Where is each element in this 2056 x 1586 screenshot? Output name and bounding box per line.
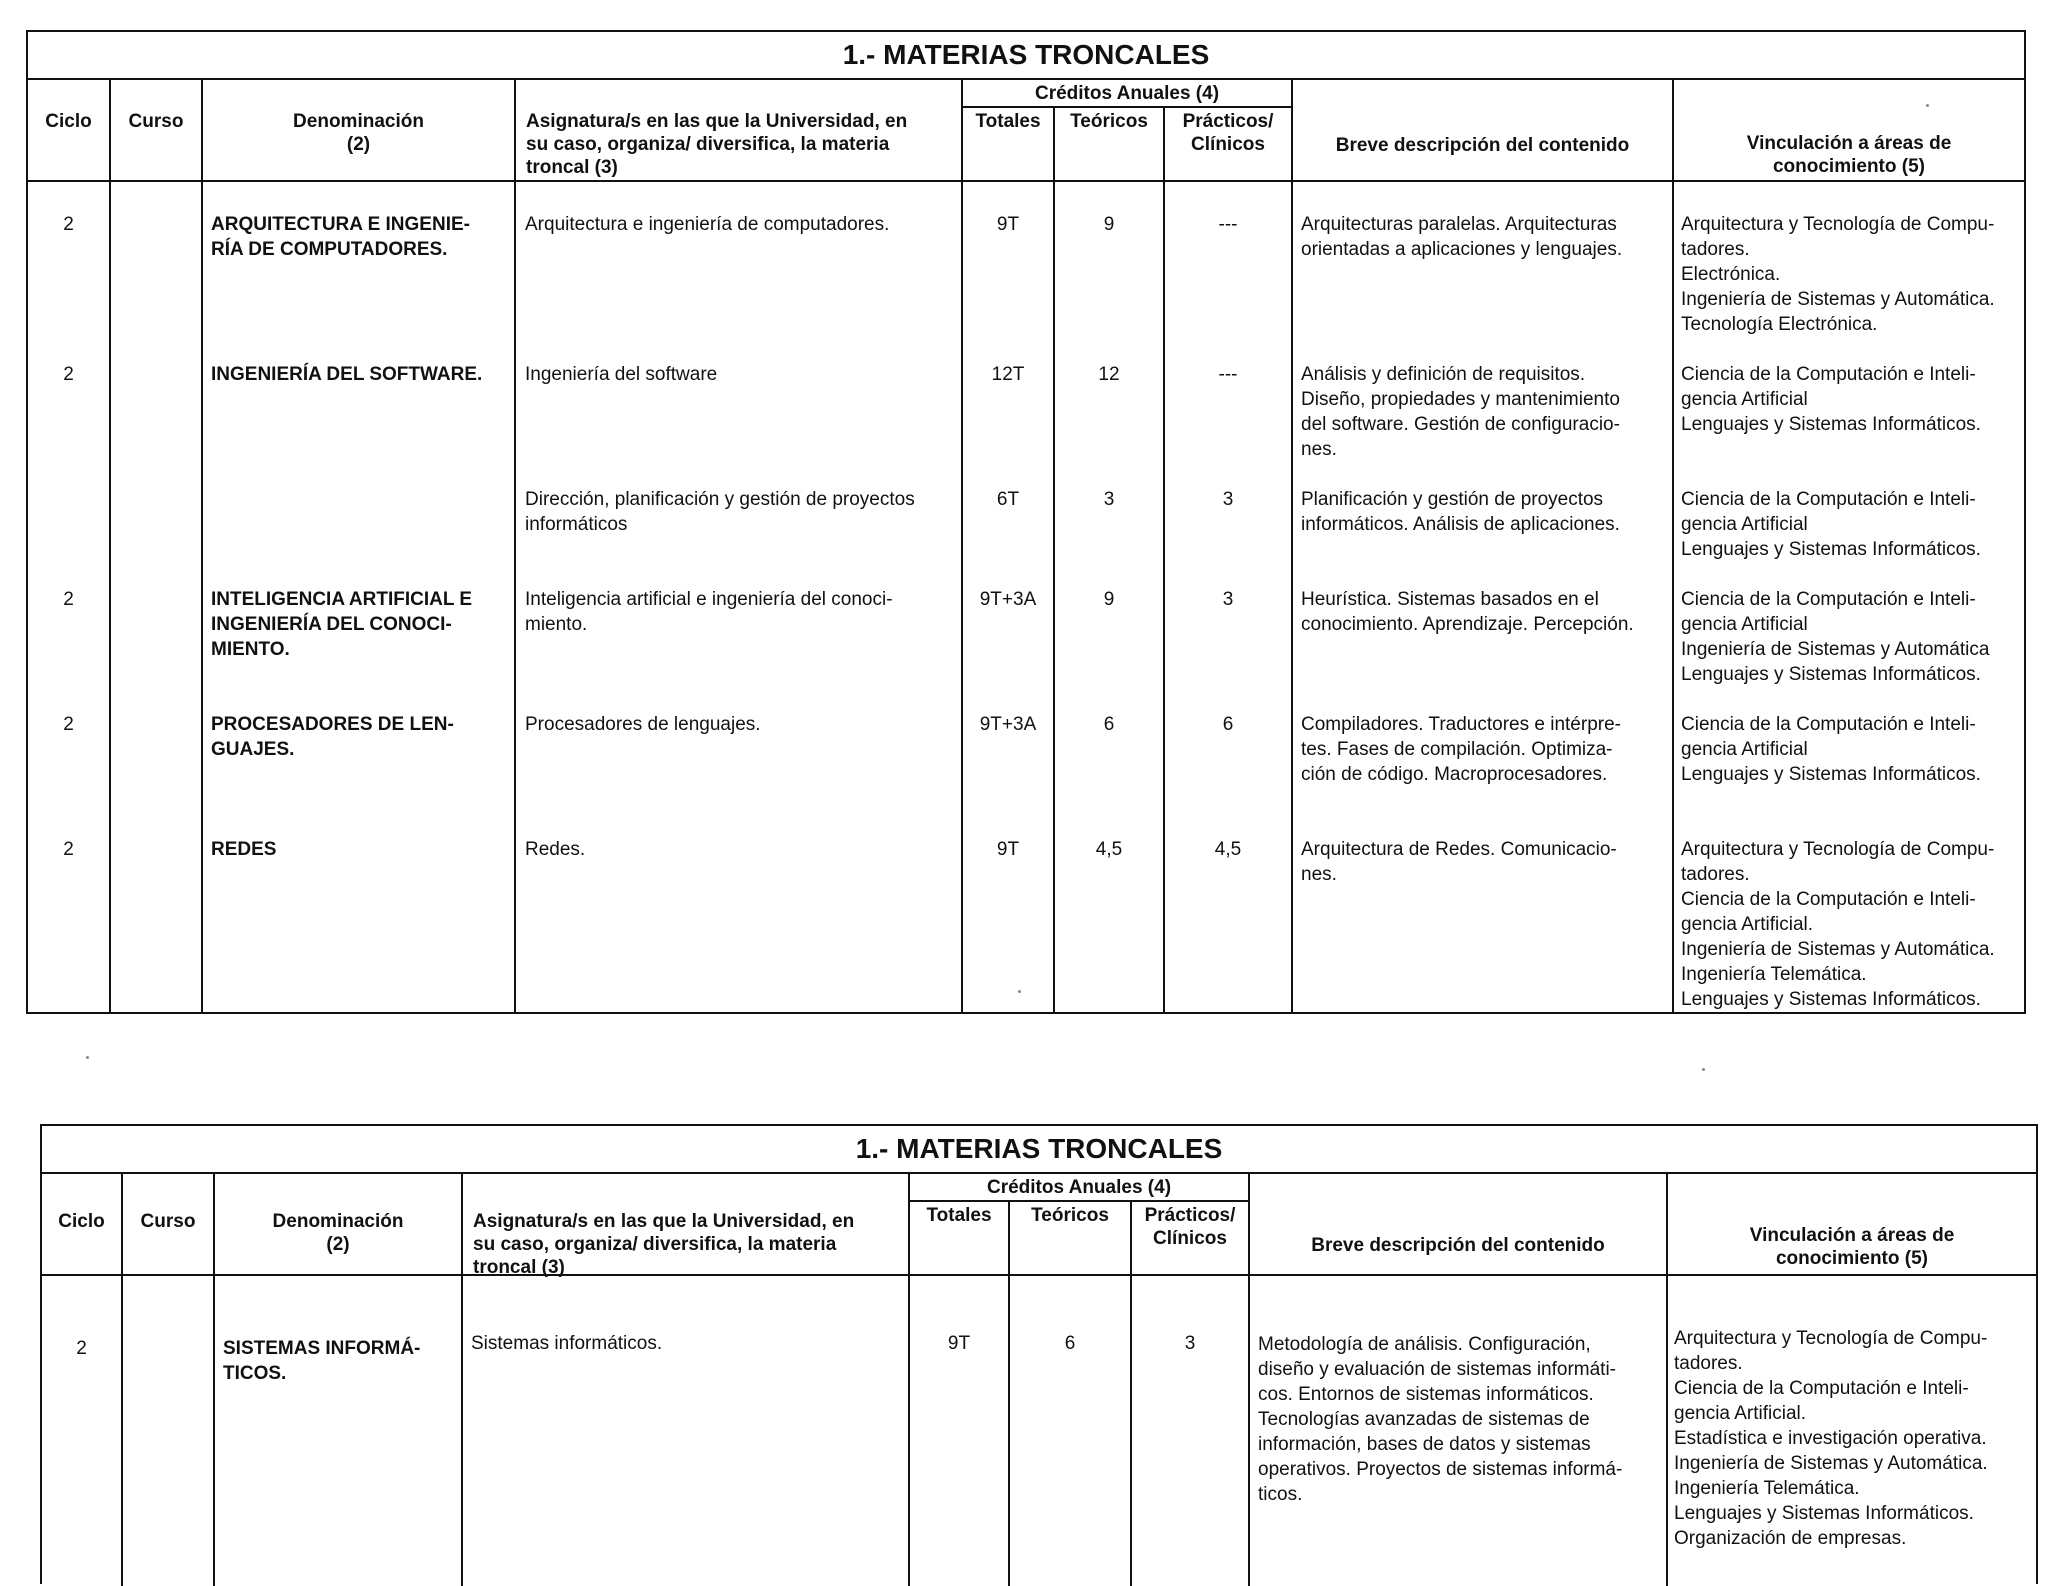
header-totales: Totales [975, 111, 1041, 132]
cell-ciclo: 2 [63, 589, 74, 610]
cell-descripcion: Planificación y gestión de proyectos informáticos. Análisis de aplicaciones. [1301, 489, 1620, 535]
cell-vinculacion: Arquitectura y Tecnología de Compu- tadores. Electrónica. Ingeniería de Sistemas y Automática. Tecnología Electrónica. [1681, 214, 1995, 335]
column-divider [1130, 1200, 1132, 1586]
scan-speck [1018, 990, 1021, 993]
table-title: 1.- MATERIAS TRONCALES [42, 1126, 2036, 1174]
cell-descripcion: Arquitecturas paralelas. Arquitecturas orientadas a aplicaciones y lenguajes. [1301, 214, 1623, 260]
header-descripcion: Breve descripción del contenido [1311, 1235, 1605, 1256]
header-teoricos: Teóricos [1070, 111, 1148, 132]
cell-totales: 6T [996, 489, 1020, 510]
header-ciclo: Ciclo [45, 111, 92, 132]
header-creditos-anuales: Créditos Anuales (4) [986, 1177, 1172, 1198]
cell-teoricos: 12 [1098, 364, 1120, 385]
cell-denominacion: REDES [211, 839, 277, 860]
column-divider [514, 78, 516, 1014]
cell-practicos: 4,5 [1214, 839, 1242, 860]
cell-descripcion: Metodología de análisis. Configuración, diseño y evaluación de sistemas informáti- cos. Entornos de sistemas informáticos. Tecnologías avanzadas de sistemas de información, bases de datos y sistemas operativos. Proyectos de sistemas informá- ticos. [1258, 1334, 1623, 1505]
header-asignaturas: Asignatura/s en las que la Universidad, en su caso, organiza/ diversifica, la materia troncal (3) [473, 1211, 855, 1278]
header-teoricos: Teóricos [1031, 1205, 1109, 1226]
cell-vinculacion: Ciencia de la Computación e Inteli- gencia Artificial Lenguajes y Sistemas Informáticos. [1681, 364, 1981, 435]
cell-vinculacion: Ciencia de la Computación e Inteli- gencia Artificial Lenguajes y Sistemas Informáticos. [1681, 714, 1981, 785]
header-practicos: Prácticos/ Clínicos [1144, 1205, 1236, 1249]
column-divider [1291, 78, 1293, 1014]
column-divider [908, 1172, 910, 1586]
cell-ciclo: 2 [63, 714, 74, 735]
cell-teoricos: 4,5 [1095, 839, 1123, 860]
cell-practicos: --- [1218, 214, 1238, 235]
cell-vinculacion: Arquitectura y Tecnología de Compu- tadores. Ciencia de la Computación e Inteli- gencia Artificial. Estadística e investigación operativa. Ingeniería de Sistemas y Automática. Ingeniería Telemática. Lenguajes y Sistemas Informáticos. Organización de empresas. [1674, 1328, 1988, 1549]
cell-teoricos: 9 [1103, 589, 1115, 610]
column-divider [1053, 106, 1055, 1014]
materias-troncales-table-1 [26, 30, 2026, 1014]
cell-teoricos: 6 [1064, 1333, 1076, 1354]
cell-vinculacion: Arquitectura y Tecnología de Compu- tadores. Ciencia de la Computación e Inteli- gencia Artificial. Ingeniería de Sistemas y Automática. Ingeniería Telemática. Lenguajes y Sistemas Informáticos. [1681, 839, 1995, 1010]
cell-asignatura: Dirección, planificación y gestión de proyectos informáticos [525, 489, 915, 535]
cell-practicos: 3 [1184, 1333, 1196, 1354]
scan-speck [86, 1056, 89, 1059]
cell-teoricos: 6 [1103, 714, 1115, 735]
scan-speck [1926, 104, 1929, 107]
cell-ciclo: 2 [63, 839, 74, 860]
cell-descripcion: Arquitectura de Redes. Comunicacio- nes. [1301, 839, 1617, 885]
cell-totales: 9T [947, 1333, 971, 1354]
cell-ciclo: 2 [63, 214, 74, 235]
cell-denominacion: INTELIGENCIA ARTIFICIAL E INGENIERÍA DEL CONOCI- MIENTO. [211, 589, 473, 660]
cell-teoricos: 3 [1103, 489, 1115, 510]
cell-totales: 9T+3A [979, 714, 1037, 735]
cell-vinculacion: Ciencia de la Computación e Inteli- gencia Artificial Lenguajes y Sistemas Informáticos. [1681, 489, 1981, 560]
header-denominacion: Denominación (2) [272, 1211, 404, 1255]
cell-descripcion: Heurística. Sistemas basados en el conocimiento. Aprendizaje. Percepción. [1301, 589, 1634, 635]
cell-totales: 9T+3A [979, 589, 1037, 610]
column-divider [109, 78, 111, 1014]
cell-denominacion: PROCESADORES DE LEN- GUAJES. [211, 714, 454, 760]
materias-troncales-table-2 [40, 1124, 2038, 1584]
cell-totales: 12T [991, 364, 1025, 385]
column-divider [201, 78, 203, 1014]
scan-speck [1702, 1068, 1705, 1071]
cell-practicos: 3 [1222, 589, 1234, 610]
cell-vinculacion: Ciencia de la Computación e Inteli- gencia Artificial Ingeniería de Sistemas y Automática Lenguajes y Sistemas Informáticos. [1681, 589, 1990, 685]
cell-denominacion: SISTEMAS INFORMÁ- TICOS. [223, 1338, 421, 1384]
header-totales: Totales [926, 1205, 992, 1226]
column-divider [121, 1172, 123, 1586]
header-descripcion: Breve descripción del contenido [1335, 135, 1630, 156]
table-title: 1.- MATERIAS TRONCALES [28, 32, 2024, 80]
column-divider [1008, 1200, 1010, 1586]
header-curso: Curso [128, 111, 184, 132]
cell-descripcion: Compiladores. Traductores e intérpre- tes. Fases de compilación. Optimiza- ción de código. Macroprocesadores. [1301, 714, 1621, 785]
cell-descripcion: Análisis y definición de requisitos. Diseño, propiedades y mantenimiento del software. Gestión de configuracio- nes. [1301, 364, 1620, 460]
column-divider [1163, 106, 1165, 1014]
cell-asignatura: Sistemas informáticos. [471, 1333, 663, 1354]
cell-asignatura: Inteligencia artificial e ingeniería del conoci- miento. [525, 589, 893, 635]
header-divider [28, 180, 2024, 182]
cell-totales: 9T [996, 839, 1020, 860]
cell-practicos: 3 [1222, 489, 1234, 510]
header-vinculacion: Vinculación a áreas de conocimiento (5) [1749, 1225, 1955, 1269]
header-divider [42, 1274, 2036, 1276]
header-vinculacion: Vinculación a áreas de conocimiento (5) [1746, 133, 1952, 177]
row-divider [908, 1200, 1248, 1202]
row-divider [961, 106, 1291, 108]
cell-ciclo: 2 [63, 364, 74, 385]
cell-asignatura: Redes. [525, 839, 586, 860]
cell-denominacion: INGENIERÍA DEL SOFTWARE. [211, 364, 483, 385]
header-asignaturas: Asignatura/s en las que la Universidad, en su caso, organiza/ diversifica, la materia troncal (3) [526, 111, 908, 178]
cell-asignatura: Ingeniería del software [525, 364, 718, 385]
cell-asignatura: Procesadores de lenguajes. [525, 714, 761, 735]
header-creditos-anuales: Créditos Anuales (4) [1034, 83, 1220, 104]
header-curso: Curso [140, 1211, 196, 1232]
header-practicos: Prácticos/ Clínicos [1182, 111, 1274, 155]
cell-practicos: --- [1218, 364, 1238, 385]
cell-denominacion: ARQUITECTURA E INGENIE- RÍA DE COMPUTADORES. [211, 214, 470, 260]
header-denominacion: Denominación (2) [293, 111, 424, 155]
cell-asignatura: Arquitectura e ingeniería de computadores. [525, 214, 890, 235]
cell-teoricos: 9 [1103, 214, 1115, 235]
cell-ciclo: 2 [76, 1338, 87, 1359]
column-divider [461, 1172, 463, 1586]
column-divider [1672, 78, 1674, 1014]
cell-practicos: 6 [1222, 714, 1234, 735]
cell-totales: 9T [996, 214, 1020, 235]
header-ciclo: Ciclo [58, 1211, 105, 1232]
